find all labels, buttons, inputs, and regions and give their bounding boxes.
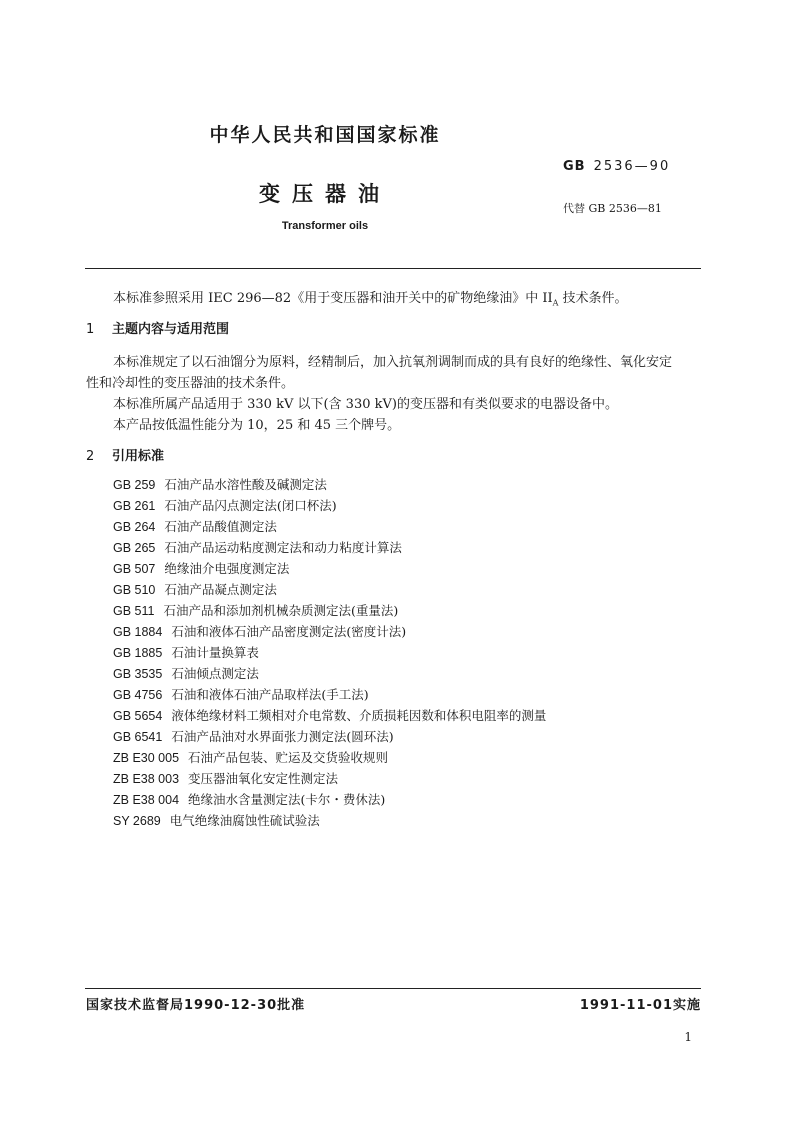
- reference-item: GB 4756 石油和液体石油产品取样法(手工法): [113, 687, 369, 702]
- approval-line: 国家技术监督局1990-12-30批准: [86, 998, 306, 1013]
- intro-paragraph: [113, 287, 628, 308]
- gb-number: 2536—90: [593, 159, 671, 174]
- reference-item: GB 6541 石油产品油对水界面张力测定法(圆环法): [113, 729, 394, 744]
- replaces-note: 代替 GB 2536—81: [563, 202, 662, 215]
- section-1-heading: [86, 318, 229, 337]
- section-2-heading: [86, 445, 164, 464]
- intro-text-after: 技术条件。: [558, 291, 628, 306]
- reference-item: GB 507 绝缘油介电强度测定法: [113, 561, 290, 576]
- section-1-title: 主题内容与适用范围: [112, 322, 230, 337]
- reference-item: ZB E38 003 变压器油氧化安定性测定法: [113, 771, 339, 786]
- section-1-para3: 本产品按低温性能分为 10，25 和 45 三个牌号。: [113, 418, 401, 433]
- section-1-number: 1: [86, 322, 95, 337]
- reference-item: GB 259 石油产品水溶性酸及碱测定法: [113, 477, 327, 492]
- reference-item: GB 1884 石油和液体石油产品密度测定法(密度计法): [113, 624, 407, 639]
- header-divider: [85, 268, 701, 269]
- section-1-para2: 本标准所属产品适用于 330 kV 以下(含 330 kV)的变压器和有类似要求的电器设备中。: [113, 397, 618, 412]
- reference-item: SY 2689 电气绝缘油腐蚀性硫试验法: [113, 813, 320, 828]
- reference-item: GB 1885 石油计量换算表: [113, 645, 259, 660]
- english-title: Transformer oils: [281, 220, 369, 232]
- section-2-number: 2: [86, 449, 95, 464]
- reference-item: GB 3535 石油倾点测定法: [113, 666, 259, 681]
- reference-item: GB 510 石油产品凝点测定法: [113, 582, 277, 597]
- implementation-date: 1991-11-01实施: [579, 998, 701, 1013]
- reference-item: GB 5654 液体绝缘材料工频相对介电常数、介质损耗因数和体积电阻率的测量: [113, 708, 547, 723]
- document-title: 变压器油: [259, 182, 391, 206]
- intro-subscript: A: [552, 298, 559, 308]
- reference-item: GB 261 石油产品闪点测定法(闭口杯法): [113, 498, 337, 513]
- page-number: 1: [684, 1030, 692, 1044]
- reference-item: GB 511 石油产品和添加剂机械杂质测定法(重量法): [113, 603, 399, 618]
- gb-label: GB: [563, 159, 586, 174]
- national-standard-heading: 中华人民共和国国家标准: [209, 124, 441, 146]
- reference-item: GB 264 石油产品酸值测定法: [113, 519, 277, 534]
- section-1-para1-line2: 性和冷却性的变压器油的技术条件。: [86, 376, 295, 391]
- reference-item: GB 265 石油产品运动粘度测定法和动力粘度计算法: [113, 540, 402, 555]
- footer-divider: [85, 988, 701, 989]
- intro-text-before: 本标准参照采用 IEC 296—82《用于变压器和油开关中的矿物绝缘油》中 II: [113, 291, 553, 306]
- reference-item: ZB E30 005 石油产品包装、贮运及交货验收规则: [113, 750, 389, 765]
- standard-number: [563, 159, 670, 174]
- section-1-para1-line1: 本标准规定了以石油馏分为原料，经精制后，加入抗氧剂调制而成的具有良好的绝缘性、氧化安定: [113, 355, 673, 370]
- section-2-title: 引用标准: [112, 449, 165, 464]
- reference-item: ZB E38 004 绝缘油水含量测定法(卡尔・费休法): [113, 792, 386, 807]
